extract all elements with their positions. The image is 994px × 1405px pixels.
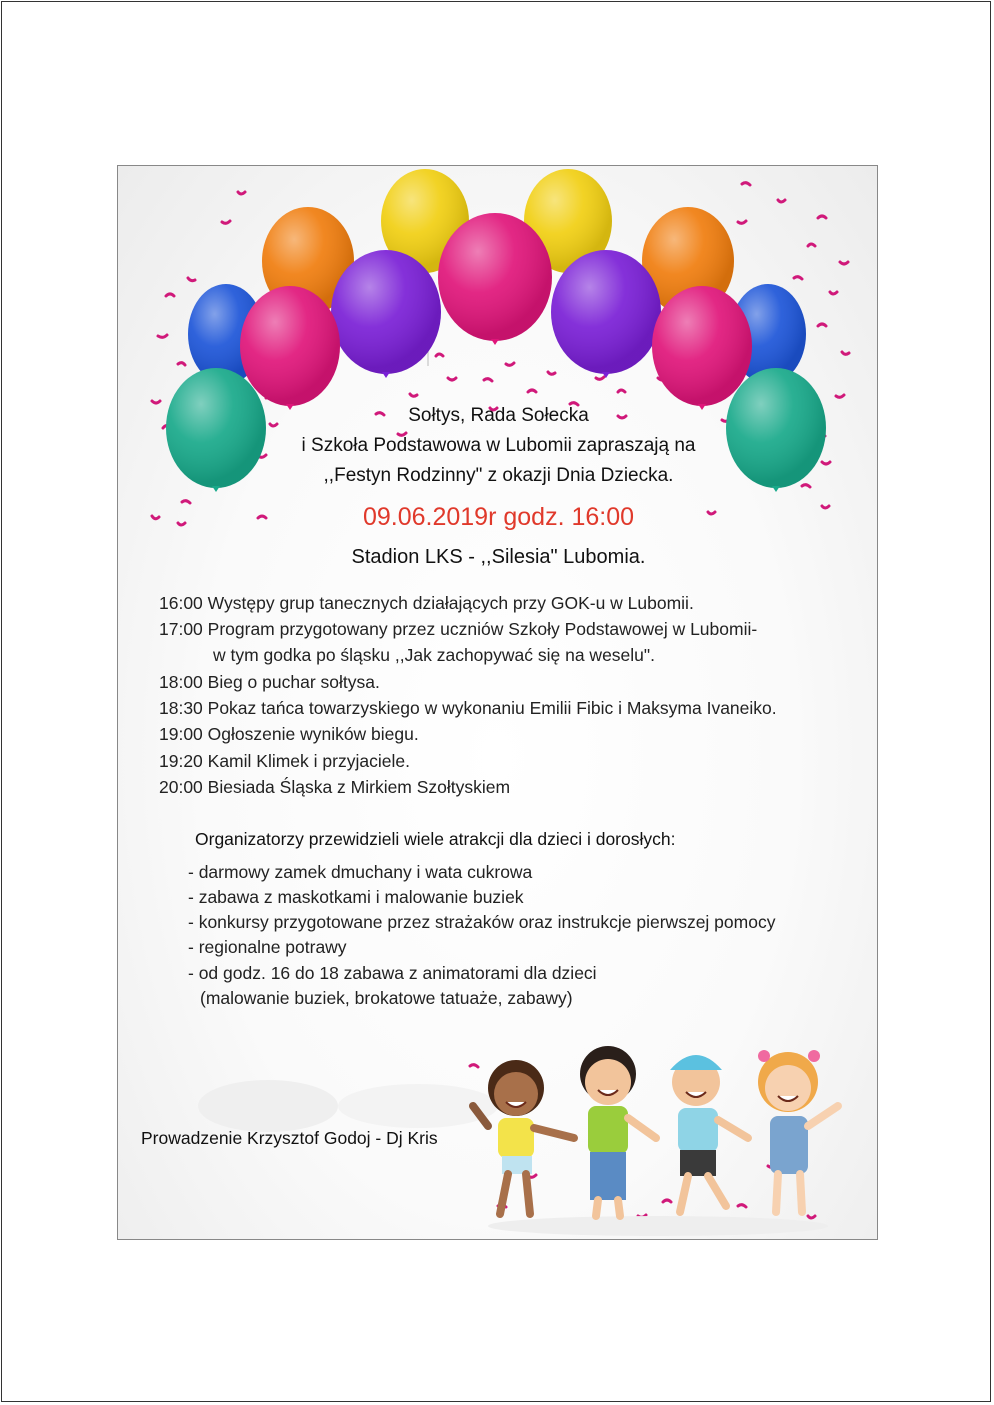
attraction-item: - konkursy przygotowane przez strażaków oraz instrukcje pierwszej pomocy [188, 912, 776, 932]
schedule-item: 19:00 Ogłoszenie wyników biegu. [159, 724, 419, 744]
header-line-1: Sołtys, Rada Sołecka [408, 405, 589, 426]
schedule-item-continuation: w tym godka po śląsku ,,Jak zachopywać się na weselu". [213, 645, 655, 665]
schedule-item: 19:20 Kamil Klimek i przyjaciele. [159, 751, 410, 771]
organizers-heading: Organizatorzy przewidzieli wiele atrakcji dla dzieci i dorosłych: [195, 829, 676, 849]
poster [117, 165, 878, 1240]
event-venue: Stadion LKS - ,,Silesia" Lubomia. [351, 546, 646, 568]
children-illustration [458, 1026, 858, 1236]
attraction-item: - od godz. 16 do 18 zabawa z animatorami dla dzieci [188, 963, 597, 983]
attraction-item: - regionalne potrawy [188, 937, 347, 957]
host-credit: Prowadzenie Krzysztof Godoj - Dj Kris [141, 1128, 438, 1148]
kid-2-figure [580, 1046, 656, 1216]
purple-balloon-left [331, 250, 441, 378]
attraction-item: - zabawa z maskotkami i malowanie buziek [188, 887, 524, 907]
schedule-item: 20:00 Biesiada Śląska z Mirkiem Szołtyskiem [159, 777, 511, 797]
attraction-item-continuation: (malowanie buziek, brokatowe tatuaże, zabawy) [200, 988, 573, 1008]
header-line-3: ,,Festyn Rodzinny" z okazji Dnia Dziecka. [323, 465, 674, 486]
header-line-2: i Szkoła Podstawowa w Lubomii zapraszają na [301, 435, 696, 456]
schedule-item: 16:00 Występy grup tanecznych działających przy GOK-u w Lubomii. [159, 593, 694, 613]
attraction-item: - darmowy zamek dmuchany i wata cukrowa [188, 862, 533, 882]
kid-3-figure [670, 1055, 748, 1212]
purple-balloon-right [551, 250, 661, 378]
event-date-time: 09.06.2019r godz. 16:00 [362, 503, 635, 531]
schedule-item: 18:30 Pokaz tańca towarzyskiego w wykonaniu Emilii Fibic i Maksyma Ivaneiko. [159, 698, 777, 718]
kid-1-figure [473, 1060, 574, 1214]
magenta-balloon-center [438, 213, 552, 345]
kid-4-figure [758, 1050, 838, 1212]
schedule-item: 17:00 Program przygotowany przez uczniów Szkoły Podstawowej w Lubomii- [159, 619, 758, 639]
schedule-item: 18:00 Bieg o puchar sołtysa. [159, 672, 380, 692]
